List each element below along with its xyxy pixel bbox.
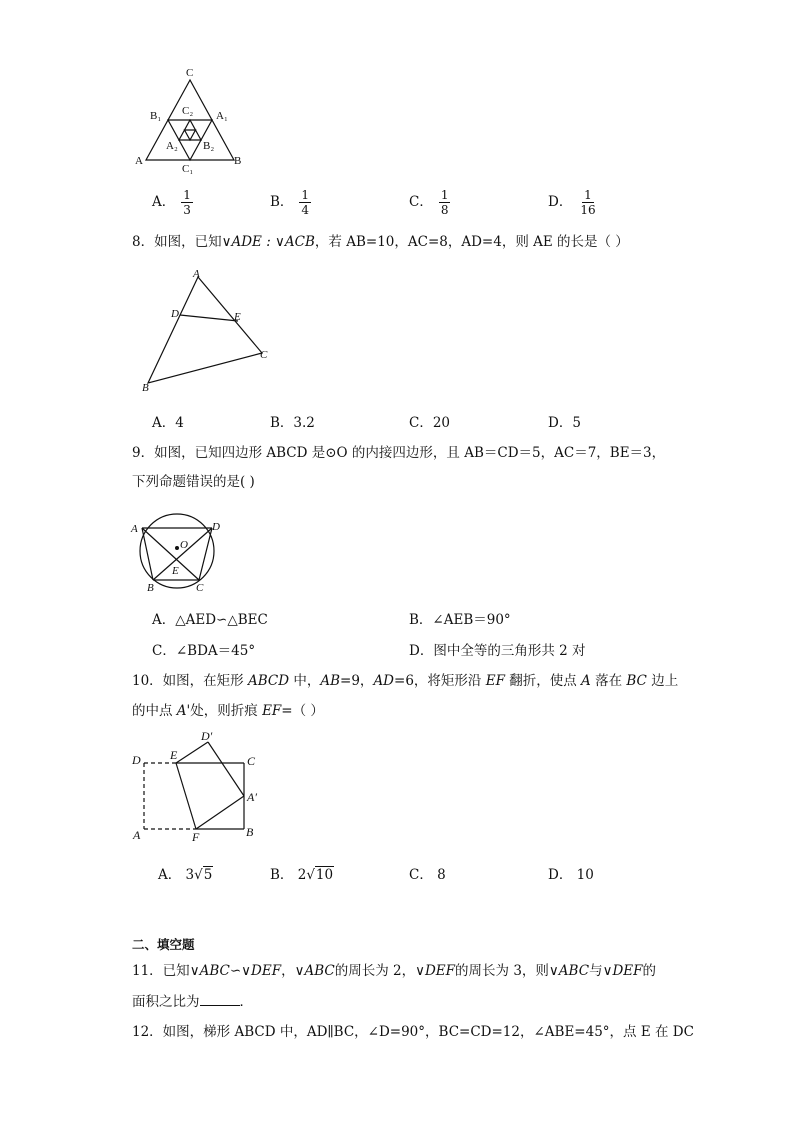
q10-label-e: E <box>170 748 178 762</box>
q9-option-c[interactable] <box>152 639 255 659</box>
q7-option-a[interactable] <box>152 188 193 217</box>
option-letter: B． <box>270 194 294 210</box>
radicand: 10 <box>315 867 334 883</box>
radicand: 5 <box>203 867 213 883</box>
q9-label-c: C <box>196 582 204 594</box>
text-run: EF <box>262 703 282 719</box>
option-value: ∠AEB＝90° <box>432 612 511 628</box>
q7-label-c1: C₁ <box>182 163 194 174</box>
q7-label-a1: A₁ <box>216 110 228 122</box>
option-letter: C． <box>152 643 176 659</box>
text-run: 面积之比为 <box>132 994 200 1010</box>
q10-stem-line2 <box>132 701 324 721</box>
text-run: 的周长为 3，则 <box>455 963 549 979</box>
q8-similarity: ∨ADE : ∨ACB <box>221 234 315 250</box>
q11-stem-line2 <box>132 991 253 1012</box>
q10-option-a[interactable] <box>158 863 213 883</box>
option-letter: D． <box>548 867 573 883</box>
q10-option-b[interactable] <box>270 863 334 883</box>
q9-stem-line2: 下列命题错误的是( ) <box>132 474 255 490</box>
q7-label-c2: C₂ <box>182 105 194 117</box>
q9-label-d: D <box>212 521 220 533</box>
option-letter: A． <box>152 415 176 431</box>
coefficient: 3 <box>185 867 195 883</box>
q8-stem <box>132 232 629 252</box>
sqrt-sign: √10 <box>306 867 334 883</box>
q10-option-d[interactable] <box>548 863 594 883</box>
q9-label-e: E <box>172 565 179 577</box>
denominator: 16 <box>580 203 596 217</box>
text-run: AB <box>320 673 341 689</box>
text-run: A' <box>176 703 191 719</box>
q8-label-d: D <box>171 308 179 320</box>
text-run: EF <box>485 673 505 689</box>
q9-figure <box>126 510 232 596</box>
option-value: 3.2 <box>293 415 315 431</box>
q9-label-o: O <box>180 539 188 551</box>
q7-label-c: C <box>186 67 194 79</box>
option-value: △AED∽△BEC <box>175 612 268 628</box>
denominator: 4 <box>301 203 310 217</box>
section-title-fill-blank: 二、填空题 <box>132 937 195 952</box>
option-value: ∠BDA＝45° <box>175 643 256 659</box>
q9-label-b: B <box>147 582 154 594</box>
q8-option-d[interactable] <box>548 411 581 431</box>
text-run: 的 <box>642 963 656 979</box>
q10-option-c[interactable] <box>409 863 446 883</box>
option-letter: A． <box>158 867 182 883</box>
q7-option-b[interactable] <box>270 188 311 217</box>
fraction <box>439 188 451 217</box>
option-letter: D． <box>548 415 573 431</box>
text-run: AD <box>373 673 395 689</box>
text-run: ∨DEF <box>415 963 456 979</box>
text-run: 中， <box>289 673 321 689</box>
q8-suffix: ，若 AB=10，AC=8，AD=4，则 AE 的长是（ ） <box>314 234 629 250</box>
option-value: 5 <box>572 415 581 431</box>
q7-label-a2: A₂ <box>166 140 178 152</box>
text-run: ， <box>281 963 295 979</box>
q9-option-d[interactable] <box>409 639 586 659</box>
q7-label-b2: B₂ <box>203 140 215 152</box>
option-value: 10 <box>576 867 594 883</box>
q10-label-d-prime: D′ <box>201 729 213 743</box>
q10-stem-line1 <box>132 671 678 691</box>
text-run: 的中点 <box>132 703 177 719</box>
q10-label-f: F <box>192 830 200 844</box>
text-run: 10．如图，在矩形 <box>132 673 248 689</box>
numerator: 1 <box>301 188 310 202</box>
option-letter: B． <box>270 867 294 883</box>
text-run: ∨DEF <box>602 963 643 979</box>
answer-blank[interactable] <box>200 991 240 1006</box>
text-run: 处，则折痕 <box>190 703 263 719</box>
q11-stem-line1 <box>132 961 656 981</box>
q9-label-a: A <box>131 523 138 535</box>
denominator: 3 <box>183 203 191 217</box>
q8-label-a: A <box>193 268 200 280</box>
sqrt-sign: √5 <box>194 867 213 883</box>
q8-label-b: B <box>142 382 149 394</box>
q9-option-a[interactable] <box>152 608 268 628</box>
numerator: 1 <box>584 188 592 202</box>
q10-label-a: A <box>133 828 141 842</box>
text-run: ∨ABC∽∨DEF <box>189 963 282 979</box>
q8-prefix: 8．如图，已知 <box>132 234 222 250</box>
text-run: =6，将矩形沿 <box>394 673 486 689</box>
text-run: BC <box>626 673 647 689</box>
text-run: 与 <box>589 963 603 979</box>
option-letter: D． <box>548 194 573 210</box>
option-value: 8 <box>437 867 446 883</box>
option-letter: B． <box>409 612 433 628</box>
q7-label-b1: B₁ <box>150 110 162 122</box>
q10-figure <box>128 726 268 846</box>
option-value: 20 <box>432 415 451 431</box>
option-letter: C． <box>409 867 433 883</box>
text-run: 11．已知 <box>132 963 190 979</box>
option-letter: D． <box>409 643 434 659</box>
option-letter: A． <box>152 194 176 210</box>
q10-label-d: D <box>132 753 141 767</box>
option-letter: C． <box>409 194 433 210</box>
fraction <box>578 188 597 217</box>
q7-option-c[interactable] <box>409 188 450 217</box>
numerator: 1 <box>440 188 449 202</box>
q8-option-b[interactable] <box>270 411 315 431</box>
q10-label-c: C <box>247 754 256 768</box>
q9-stem-line1: 9．如图，已知四边形 ABCD 是⊙O 的内接四边形，且 AB＝CD＝5，AC＝7，BE＝3， <box>132 445 666 461</box>
denominator: 8 <box>440 203 449 217</box>
coefficient: 2 <box>297 867 307 883</box>
q8-figure <box>136 265 276 395</box>
option-letter: B． <box>270 415 294 431</box>
q7-label-b: B <box>234 155 242 167</box>
q9-option-b[interactable] <box>409 608 511 628</box>
text-run: 落在 <box>590 673 627 689</box>
q7-label-a: A <box>135 155 143 167</box>
text-run: ∨ABC <box>548 963 590 979</box>
option-letter: C． <box>409 415 433 431</box>
q10-label-b: B <box>246 825 254 839</box>
q7-figure <box>130 62 250 174</box>
text-run: ABCD <box>247 673 290 689</box>
option-value: 4 <box>175 415 184 431</box>
text-run: ∨ABC <box>294 963 335 979</box>
text-run: 的周长为 2， <box>334 963 416 979</box>
numerator: 1 <box>183 188 191 202</box>
q8-label-c: C <box>260 349 268 361</box>
q10-label-a-prime: A′ <box>247 790 257 804</box>
text-run: 翻折，使点 <box>504 673 582 689</box>
fraction <box>299 188 311 217</box>
text-run: A <box>581 673 591 689</box>
text-run: 边上 <box>646 673 679 689</box>
q8-label-e: E <box>234 311 241 323</box>
text-run: ． <box>239 994 253 1010</box>
q8-option-a[interactable] <box>152 411 184 431</box>
q7-option-d[interactable] <box>548 188 598 217</box>
q12-stem-line1: 12．如图，梯形 ABCD 中，AD∥BC，∠D=90°，BC=CD=12，∠ABE=45°，点 E 在 DC <box>132 1024 694 1040</box>
text-run: =（ ） <box>281 703 324 719</box>
q8-option-c[interactable] <box>409 411 450 431</box>
option-letter: A． <box>152 612 176 628</box>
text-run: =9， <box>340 673 374 689</box>
option-value: 图中全等的三角形共 2 对 <box>433 643 586 659</box>
q9-center-dot <box>175 546 179 550</box>
fraction <box>181 188 193 217</box>
